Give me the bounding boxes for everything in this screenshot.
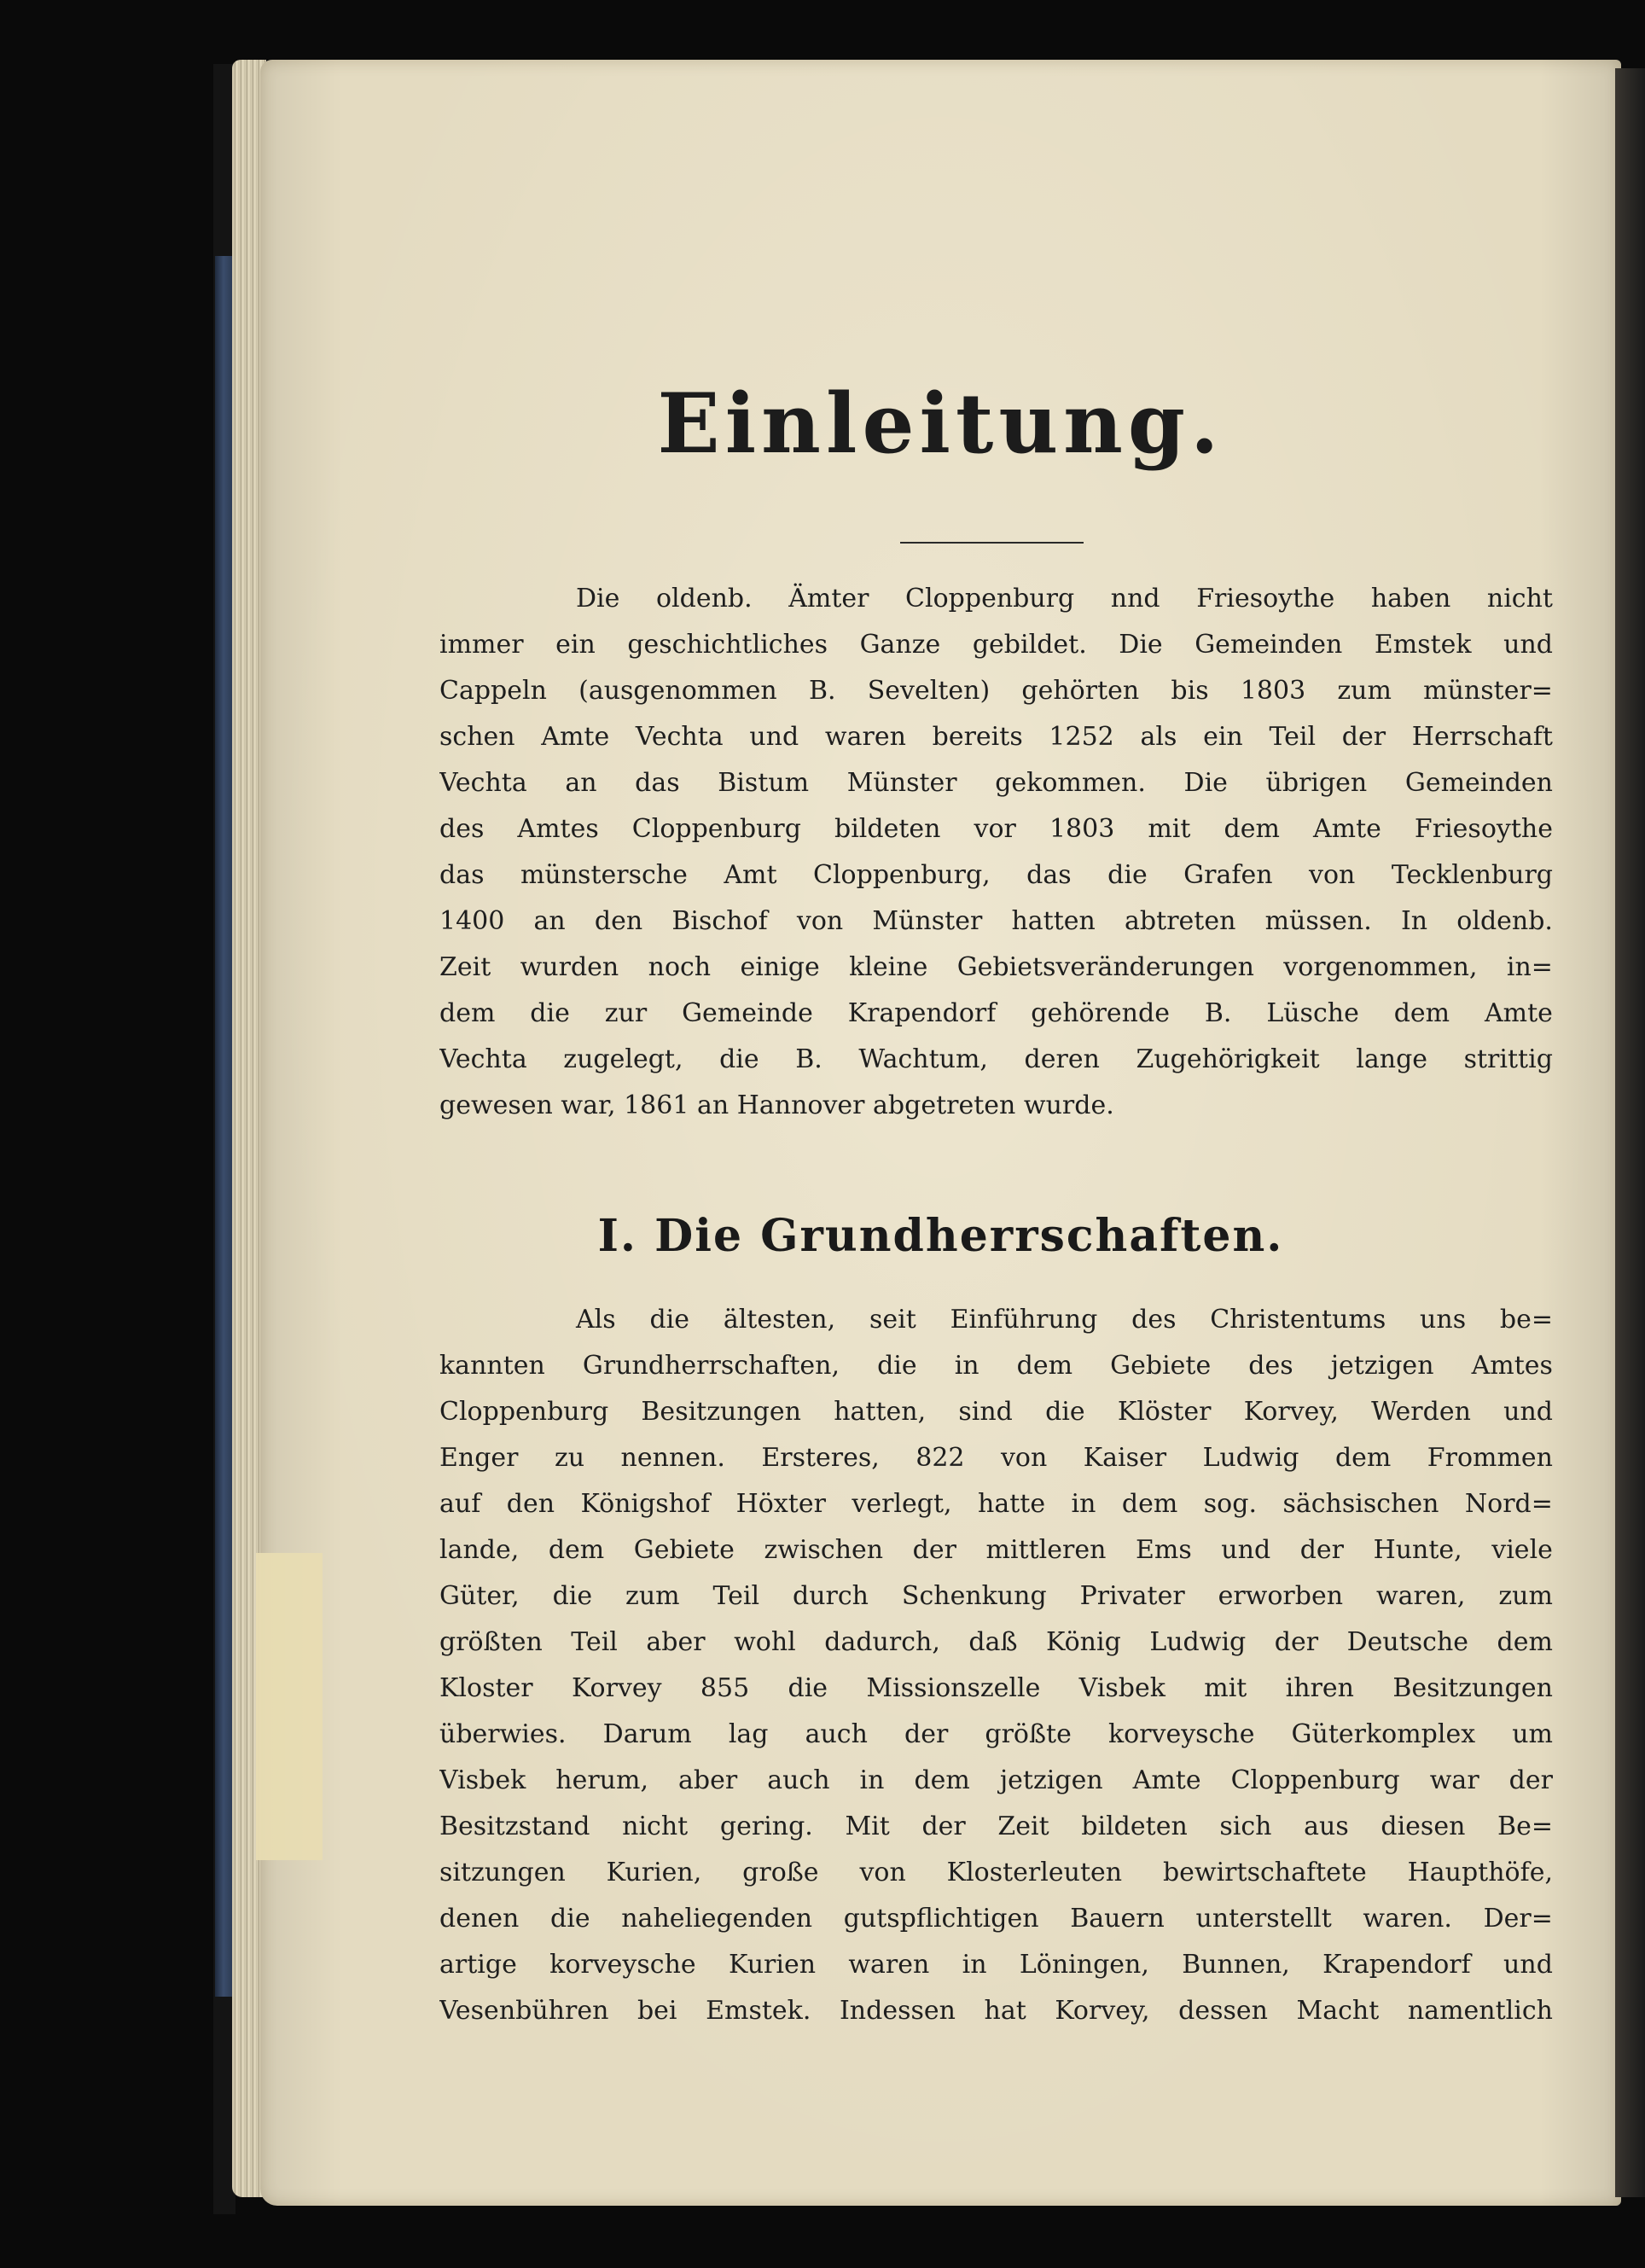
text-line: überwies. Darum lag auch der größte korveysche Güterkomplex um: [439, 1719, 1553, 1749]
title-divider: [900, 542, 1084, 544]
text-line: immer ein geschichtliches Ganze gebildet. Die Gemeinden Emstek und: [439, 630, 1553, 660]
text-line: Visbek herum, aber auch in dem jetzigen Amte Cloppenburg war der: [439, 1765, 1553, 1795]
text-line: schen Amte Vechta und waren bereits 1252 als ein Teil der Herrschaft: [439, 722, 1553, 752]
text-line: Vechta zugelegt, die B. Wachtum, deren Zugehörigkeit lange strittig: [439, 1044, 1553, 1074]
section-paragraph: [439, 1297, 1553, 2034]
intro-paragraph: [439, 576, 1553, 1129]
text-line: Zeit wurden noch einige kleine Gebietsveränderungen vorgenommen, in=: [439, 952, 1553, 982]
text-line: gewesen war, 1861 an Hannover abgetreten wurde.: [439, 1090, 1114, 1120]
text-line: Die oldenb. Ämter Cloppenburg nnd Friesoythe haben nicht: [576, 584, 1553, 614]
text-line: Als die ältesten, seit Einführung des Christentums uns be=: [576, 1305, 1553, 1335]
text-line: artige korveysche Kurien waren in Löningen, Bunnen, Krapendorf und: [439, 1950, 1553, 1980]
text-line: lande, dem Gebiete zwischen der mittleren Ems und der Hunte, viele: [439, 1535, 1553, 1565]
text-line: Besitzstand nicht gering. Mit der Zeit bildeten sich aus diesen Be=: [439, 1811, 1553, 1841]
repair-tape: [256, 1553, 323, 1860]
text-line: sitzungen Kurien, große von Klosterleuten bewirtschaftete Haupthöfe,: [439, 1858, 1553, 1887]
spine-cloth: [215, 256, 234, 1997]
text-line: kannten Grundherrschaften, die in dem Gebiete des jetzigen Amtes: [439, 1351, 1553, 1381]
text-line: Vechta an das Bistum Münster gekommen. Die übrigen Gemeinden: [439, 768, 1553, 798]
text-line: 1400 an den Bischof von Münster hatten abtreten müssen. In oldenb.: [439, 906, 1553, 936]
text-line: Cloppenburg Besitzungen hatten, sind die Klöster Korvey, Werden und: [439, 1397, 1553, 1427]
text-line: auf den Königshof Höxter verlegt, hatte in dem sog. sächsischen Nord=: [439, 1489, 1553, 1519]
text-line: das münstersche Amt Cloppenburg, das die Grafen von Tecklenburg: [439, 860, 1553, 890]
text-line: Kloster Korvey 855 die Missionszelle Visbek mit ihren Besitzungen: [439, 1673, 1553, 1703]
page-title: Einleitung.: [657, 375, 1224, 472]
text-line: dem die zur Gemeinde Krapendorf gehörende B. Lüsche dem Amte: [439, 998, 1553, 1028]
text-line: Güter, die zum Teil durch Schenkung Privater erworben waren, zum: [439, 1581, 1553, 1611]
text-line: denen die naheliegenden gutspflichtigen Bauern unterstellt waren. Der=: [439, 1904, 1553, 1934]
text-line: Vesenbühren bei Emstek. Indessen hat Korvey, dessen Macht namentlich: [439, 1996, 1553, 2026]
text-line: größten Teil aber wohl dadurch, daß König Ludwig der Deutsche dem: [439, 1627, 1553, 1657]
section-heading: I. Die Grundherrschaften.: [597, 1210, 1284, 1262]
text-line: Enger zu nennen. Ersteres, 822 von Kaiser Ludwig dem Frommen: [439, 1443, 1553, 1473]
text-line: des Amtes Cloppenburg bildeten vor 1803 mit dem Amte Friesoythe: [439, 814, 1553, 844]
text-line: Cappeln (ausgenommen B. Sevelten) gehörten bis 1803 zum münster=: [439, 676, 1553, 706]
